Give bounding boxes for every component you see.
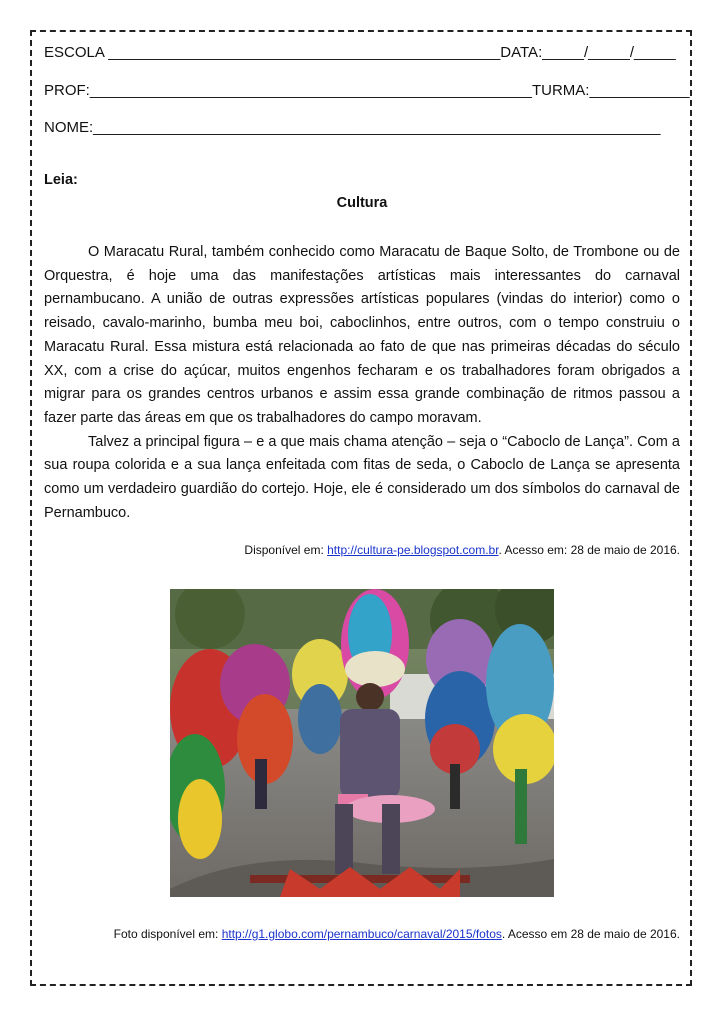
maracatu-photo	[170, 589, 554, 897]
article-paragraph-2: Talvez a principal figura – e a que mais chama atenção – seja o “Caboclo de Lança”. Com a sua roupa colorida e a sua lança enfeitada com fitas de seda, o Caboclo de Lança se apresenta como um verdadeiro guardião do cortejo. Hoje, ele é considerado um dos símbolos do carnaval de Pernambuco.	[44, 433, 680, 521]
teacher-class-line: PROF:_____________________________________________________TURMA:____________	[44, 82, 690, 99]
read-instruction: Leia:	[44, 172, 78, 188]
photo-source	[114, 927, 680, 941]
school-date-line: ESCOLA _______________________________________________DATA:_____/_____/_____	[44, 44, 676, 61]
article-source-prefix: Disponível em:	[244, 543, 328, 557]
photo-source-link[interactable]: http://g1.globo.com/pernambuco/carnaval/2015/fotos	[221, 927, 502, 941]
article-source-link[interactable]: http://cultura-pe.blogspot.com.br	[327, 543, 499, 557]
article-source-suffix: . Acesso em: 28 de maio de 2016.	[498, 543, 680, 557]
student-name-line: NOME:____________________________________________________________________	[44, 119, 661, 136]
photo-source-prefix: Foto disponível em:	[113, 927, 222, 941]
article-title: Cultura	[336, 195, 388, 211]
article-source	[244, 543, 680, 557]
article-paragraph-1: O Maracatu Rural, também conhecido como Maracatu de Baque Solto, de Trombone ou de Orquestra, é hoje uma das manifestações artísticas mais interessantes do carnaval pernambucano. A união de outras expressões artísticas populares (vindas do interior) como o reisado, cavalo-marinho, bumba meu boi, caboclinhos, entre outros, com o tempo construiu o Maracatu Rural. Essa mistura está relacionada ao fato de que nas primeiras décadas do século XX, com a crise do açúcar, muitos engenhos fecharam e os trabalhadores foram obrigados a migrar para os grandes centros urbanos e assim essa grande combinação de ritmos passou a fazer parte das áreas em que os trabalhadores do campo moravam.	[44, 244, 680, 426]
photo-source-suffix: . Acesso em 28 de maio de 2016.	[501, 927, 680, 941]
article-body	[44, 241, 680, 525]
